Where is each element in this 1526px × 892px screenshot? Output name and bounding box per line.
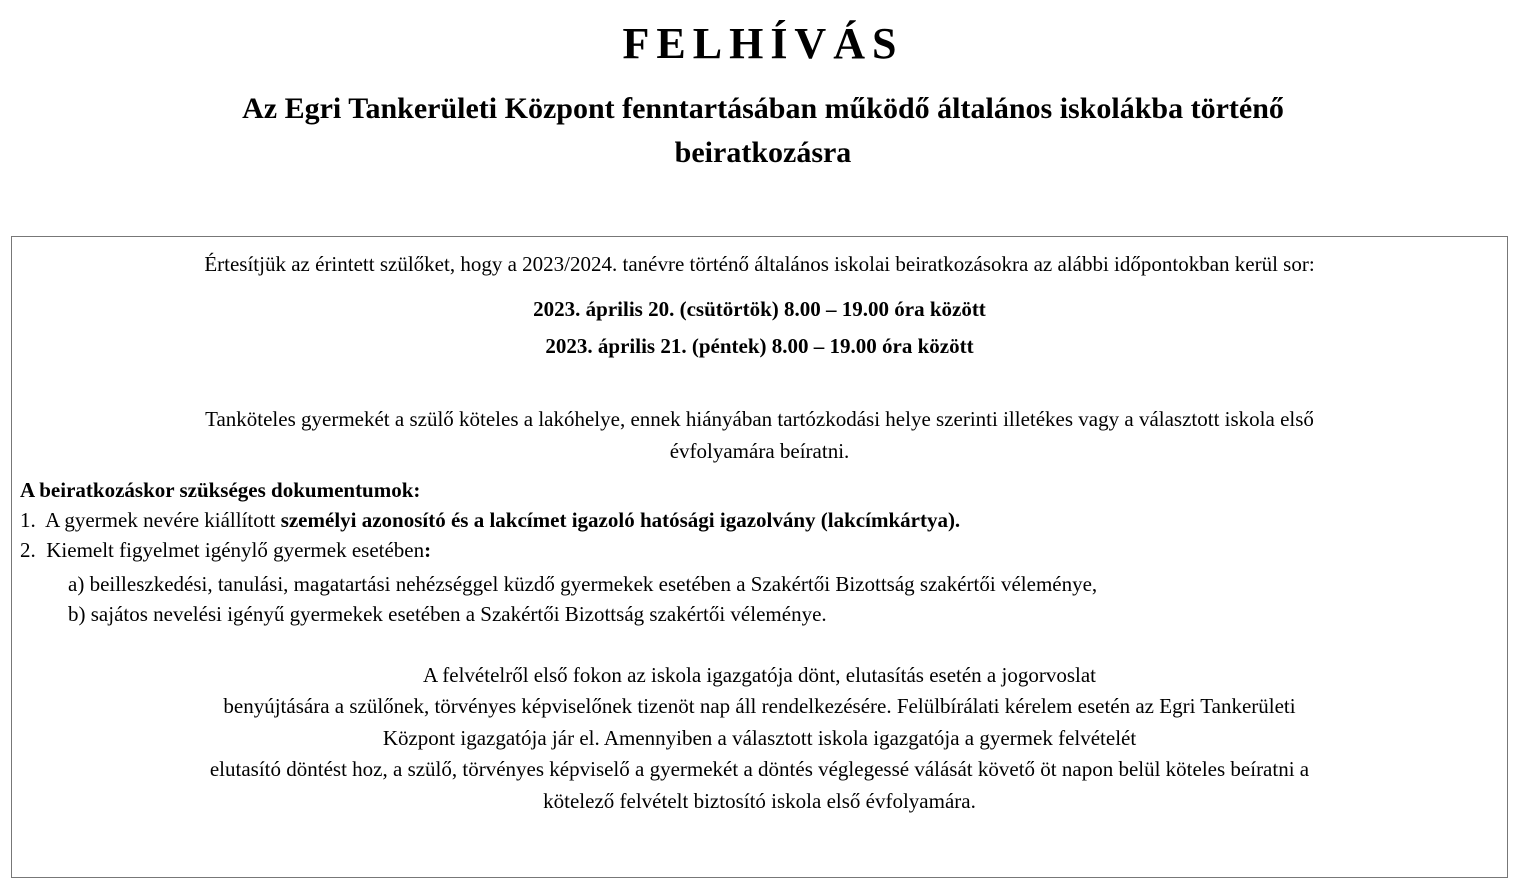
final-line-4: elutasító döntést hoz, a szülő, törvényes képviselő a gyermekét a döntés véglegessé válását követő öt napon belül köteles beíratni a [209,757,1310,781]
document-item-2b: b) sajátos nevelési igényű gyermekek esetében a Szakértői Bizottság szakértői véleménye. [68,602,827,626]
documents-heading: A beiratkozáskor szükséges dokumentumok: [20,478,421,502]
intro-text: Értesítjük az érintett szülőket, hogy a 2023/2024. tanévre történő általános iskolai beiratkozásokra az alábbi időpontokban kerül sor: [204,252,1315,276]
document-title: FELHÍVÁS [622,19,904,68]
document-item-1 [12,508,1507,532]
item-1-bold-text: személyi azonosító és a lakcímet igazoló hatósági igazolvány (lakcímkártya). [280,508,961,532]
final-line-2: benyújtására a szülőnek, törvényes képviselőnek tizenöt nap áll rendelkezésére. Felülbírálati kérelem esetén az Egri Tankerületi [223,694,1296,718]
subtitle-line-1: Az Egri Tankerületi Központ fenntartásában működő általános iskolákba történő [242,92,1284,125]
obligation-line-1: Tanköteles gyermekét a szülő köteles a lakóhelye, ennek hiányában tartózkodási helye szerinti illetékes vagy a választott iskola első [205,407,1314,431]
item-2-text: 2. Kiemelt figyelmet igénylő gyermek esetében [20,538,425,562]
date-line-1: 2023. április 20. (csütörtök) 8.00 – 19.00 óra között [533,297,986,321]
final-line-3: Központ igazgatója jár el. Amennyiben a választott iskola igazgatója a gyermek felvételét [382,726,1137,750]
item-1-text: 1. A gyermek nevére kiállított [20,508,281,532]
final-line-5: kötelező felvételt biztosító iskola első évfolyamára. [543,789,976,813]
obligation-line-2: évfolyamára beíratni. [669,439,850,463]
date-line-2: 2023. április 21. (péntek) 8.00 – 19.00 óra között [545,334,974,358]
notice-box [11,236,1508,878]
final-line-1: A felvételről első fokon az iskola igazgatója dönt, elutasítás esetén a jogorvoslat [423,663,1096,687]
subtitle-line-2: beiratkozásra [674,136,852,169]
item-2-colon: : [424,538,432,562]
document-item-2a: a) beilleszkedési, tanulási, magatartási nehézséggel küzdő gyermekek esetében a Szakértői Bizottság szakértői véleménye, [68,572,1098,596]
document-item-2 [12,538,1507,562]
